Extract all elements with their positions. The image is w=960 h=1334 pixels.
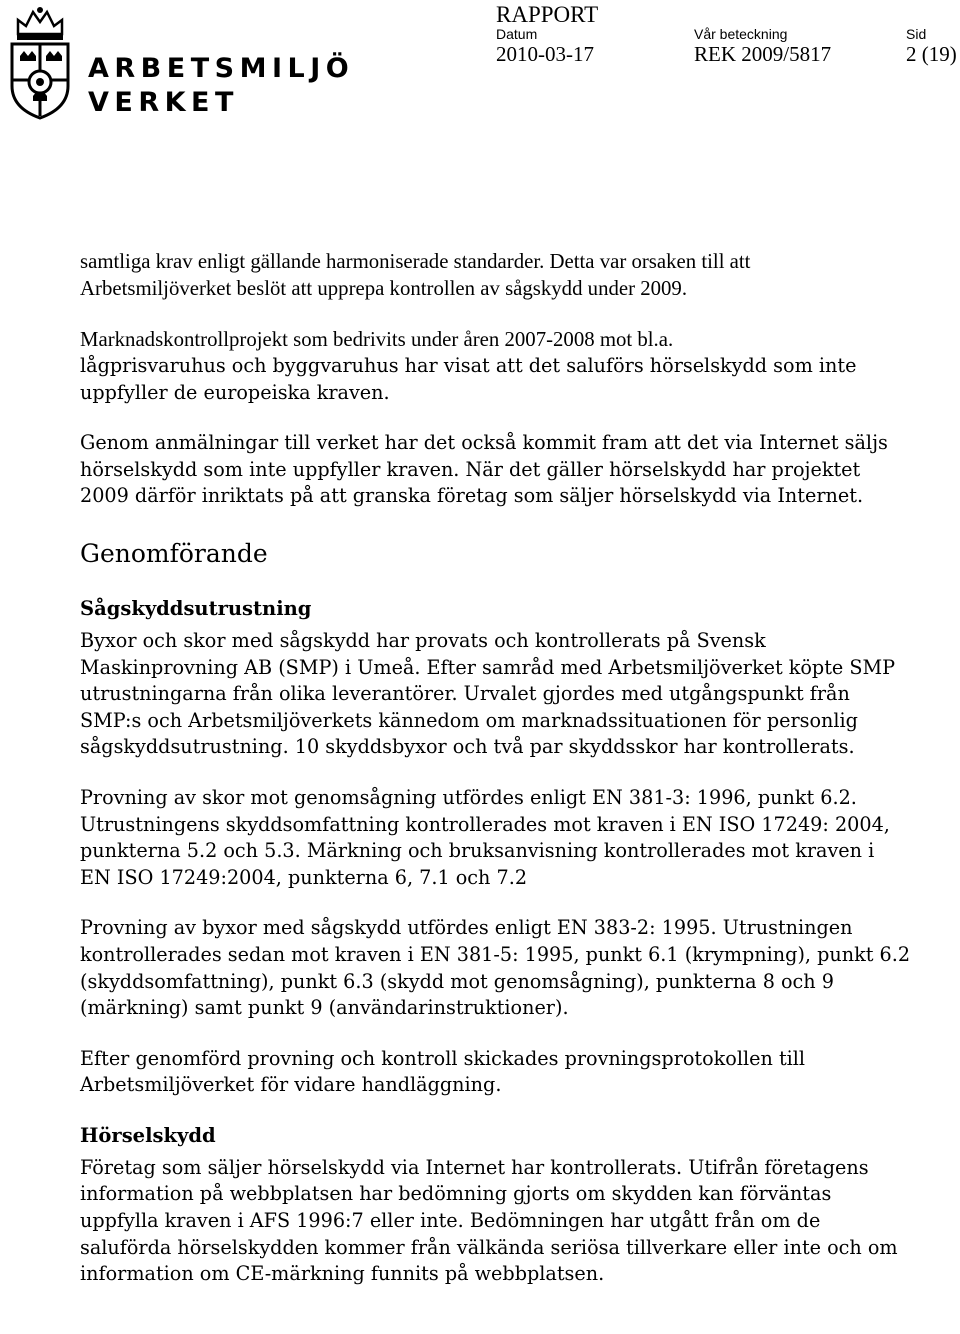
text-line: kontrollerades sedan mot kraven i EN 381-5: 1995, punkt 6.1 (krympning), punkt 6.2	[80, 942, 911, 966]
text-line: utrustningarna från olika leverantörer. Urvalet gjordes med utgångspunkt från	[80, 682, 850, 706]
paragraph	[80, 353, 950, 406]
date-value: 2010-03-17	[496, 42, 594, 66]
text-line: uppfyller de europeiska kraven.	[80, 380, 390, 404]
page-number: 2 (19)	[906, 42, 957, 66]
text-line: Efter genomförd provning och kontroll skickades provningsprotokollen till	[80, 1046, 806, 1070]
agency-name-line1: ARBETSMILJÖ	[88, 53, 355, 84]
page-label: Sid	[906, 26, 927, 42]
text-line: Marknadskontrollprojekt som bedrivits under åren 2007-2008 mot bl.a.	[80, 328, 674, 351]
text-line: Maskinprovning AB (SMP) i Umeå. Efter samråd med Arbetsmiljöverket köpte SMP	[80, 655, 896, 679]
text-line: Utrustningens skyddsomfattning kontrollerades mot kraven i EN ISO 17249: 2004,	[80, 812, 890, 836]
text-line: sågskyddsutrustning. 10 skyddsbyxor och två par skyddsskor har kontrollerats.	[80, 735, 855, 759]
paragraph	[80, 1046, 950, 1099]
text-line: Arbetsmiljöverket beslöt att upprepa kontrollen av sågskydd under 2009.	[80, 277, 688, 300]
page-block	[906, 26, 957, 67]
text-line: 2009 därför inriktats på att granska företag som säljer hörselskydd via Internet.	[80, 484, 864, 508]
agency-name-line2: VERKET	[88, 87, 239, 118]
coat-of-arms-icon	[4, 4, 76, 122]
reference-label: Vår beteckning	[694, 26, 788, 42]
paragraph	[80, 248, 950, 302]
text-line: samtliga krav enligt gällande harmoniserade standarder. Detta var orsaken till att	[80, 250, 751, 273]
subsection-heading: Sågskyddsutrustning	[80, 596, 312, 620]
agency-name	[88, 52, 354, 120]
paragraph	[80, 430, 950, 510]
section-heading: Genomförande	[80, 538, 268, 568]
subsection-heading: Hörselskydd	[80, 1123, 216, 1147]
paragraph	[80, 628, 950, 761]
text-line: Byxor och skor med sågskydd har provats och kontrollerats på Svensk	[80, 628, 766, 652]
text-line: saluförda hörselskydden kommer från välkända seriösa tillverkare eller inte och om	[80, 1235, 898, 1259]
paragraph	[80, 1155, 950, 1288]
text-line: Arbetsmiljöverket för vidare handläggning.	[80, 1073, 502, 1097]
date-block	[496, 26, 594, 67]
reference-value: REK 2009/5817	[694, 42, 832, 66]
document-type: RAPPORT	[496, 2, 599, 27]
text-line: punkterna 5.2 och 5.3. Märkning och bruksanvisning kontrollerades mot kraven i	[80, 839, 875, 863]
text-line: uppfylla kraven i AFS 1996:7 eller inte. Bedömningen har utgått från om de	[80, 1209, 821, 1233]
text-line: information om CE-märkning funnits på webbplatsen.	[80, 1262, 605, 1286]
report-body	[80, 248, 950, 1288]
text-line: information på webbplatsen har bedömning gjorts om skydden kan förväntas	[80, 1182, 832, 1206]
reference-block	[694, 26, 831, 67]
text-line: hörselskydd som inte uppfyller kraven. När det gäller hörselskydd har projektet	[80, 457, 861, 481]
text-line: Provning av byxor med sågskydd utfördes enligt EN 383-2: 1995. Utrustningen	[80, 916, 853, 940]
text-line: (märkning) samt punkt 9 (användarinstruktioner).	[80, 996, 569, 1020]
paragraph	[80, 915, 950, 1021]
text-line: lågprisvaruhus och byggvaruhus har visat att det saluförs hörselskydd som inte	[80, 354, 857, 377]
paragraph	[80, 326, 950, 353]
agency-logo	[4, 4, 355, 122]
text-line: EN ISO 17249:2004, punkterna 6, 7.1 och 7.2	[80, 865, 528, 889]
text-line: Provning av skor mot genomsågning utfördes enligt EN 381-3: 1996, punkt 6.2.	[80, 785, 857, 809]
paragraph	[80, 785, 950, 891]
text-line: Genom anmälningar till verket har det också kommit fram att det via Internet säljs	[80, 431, 888, 455]
date-label: Datum	[496, 26, 538, 42]
text-line: SMP:s och Arbetsmiljöverkets kännedom om marknadssituationen för personlig	[80, 708, 858, 732]
text-line: (skyddsomfattning), punkt 6.3 (skydd mot genomsågning), punkterna 8 och 9	[80, 969, 834, 993]
text-line: Företag som säljer hörselskydd via Internet har kontrollerats. Utifrån företagens	[80, 1155, 869, 1179]
